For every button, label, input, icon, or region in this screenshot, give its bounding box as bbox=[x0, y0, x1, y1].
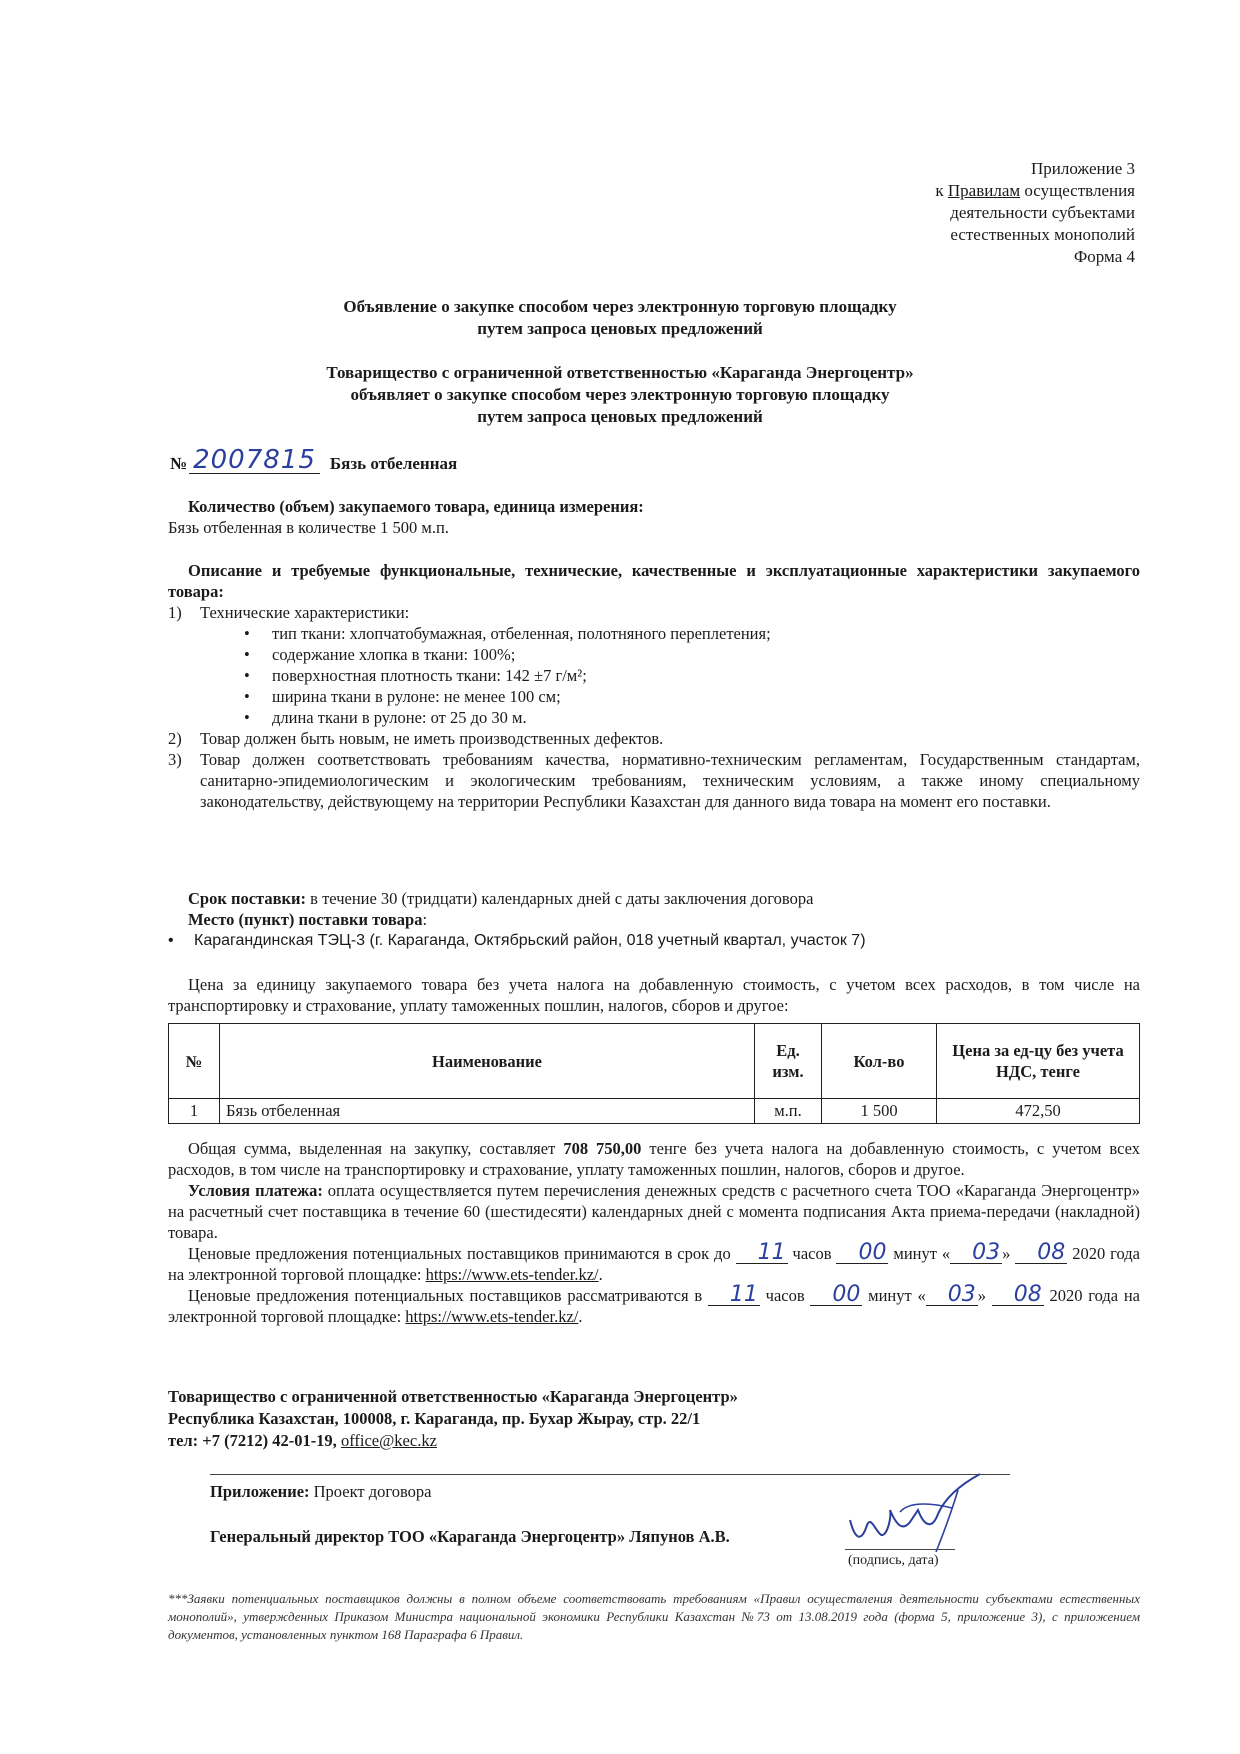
email-link[interactable]: office@kec.kz bbox=[340, 1431, 437, 1450]
organization-contacts: тел: +7 (7212) 42-01-19, office@kec.kz bbox=[168, 1431, 437, 1450]
column-header: Кол-во bbox=[822, 1024, 937, 1099]
organization-name: Товарищество с ограниченной ответственностью «Караганда Энергоцентр» bbox=[168, 1387, 738, 1406]
spec-item: • тип ткани: хлопчатобумажная, отбеленная, полотняного переплетения; bbox=[244, 623, 1140, 644]
spec-item: • длина ткани в рулоне: от 25 до 30 м. bbox=[244, 707, 1140, 728]
delivery-term: Срок поставки: в течение 30 (тридцати) календарных дней с даты заключения договора bbox=[188, 889, 814, 908]
delivery-section bbox=[168, 888, 1140, 951]
form-number: Форма 4 bbox=[1073, 247, 1135, 266]
appendix-line: Приложение 3 bbox=[1031, 159, 1135, 178]
total-amount: Общая сумма, выделенная на закупку, составляет 708 750,00 тенге без учета налога на добавленную стоимость, с учетом всех расходов, в том числе на транспортировку и страхование, уплату таможенных пошлин, налогов, сборов и другое. bbox=[168, 1139, 1141, 1179]
quantity-label: Количество (объем) закупаемого товара, единица измерения: bbox=[188, 497, 644, 516]
delivery-place-label: Место (пункт) поставки товара: bbox=[188, 910, 428, 929]
total-amount-value: 708 750,00 bbox=[563, 1139, 642, 1158]
appendix-line: естественных монополий bbox=[950, 225, 1135, 244]
appendix-header bbox=[935, 158, 1135, 268]
handwritten-month: 08 bbox=[992, 1285, 1044, 1306]
table-cell: Бязь отбеленная bbox=[220, 1099, 755, 1124]
table-cell: 1 bbox=[169, 1099, 220, 1124]
organization-block bbox=[168, 1386, 738, 1452]
list-item: 2) Товар должен быть новым, не иметь производственных дефектов. bbox=[168, 729, 664, 748]
description-label: Описание и требуемые функциональные, технические, качественные и эксплуатационные характеристики закупаемого товара: bbox=[168, 561, 1140, 601]
announcement-title: Объявление о закупке способом через электронную торговую площадку путем запроса ценовых предложений bbox=[343, 297, 897, 338]
signature-caption: (подпись, дата) bbox=[848, 1553, 939, 1568]
lot-line bbox=[170, 447, 457, 474]
spec-item: • ширина ткани в рулоне: не менее 100 см; bbox=[244, 686, 1140, 707]
ets-tender-link[interactable]: https://www.ets-tender.kz/ bbox=[425, 1265, 599, 1284]
handwritten-hour: 11 bbox=[708, 1285, 760, 1306]
rules-link[interactable]: Правилам bbox=[947, 181, 1021, 200]
table-cell: 1 500 bbox=[822, 1099, 937, 1124]
spec-list bbox=[200, 623, 1140, 728]
appendix-line: к Правилам осуществления bbox=[935, 181, 1135, 200]
handwritten-hour: 11 bbox=[736, 1243, 788, 1264]
payment-terms: Условия платежа: оплата осуществляется путем перечисления денежных средств с расчетного счета ТОО «Караганда Энергоцентр» на расчетный счет поставщика в течение 60 (шестидесяти) календарных дней с момента подписания Акта приема-передачи (накладной) товара. bbox=[168, 1181, 1140, 1242]
submission-deadline: Ценовые предложения потенциальных поставщиков принимаются в срок до 11 часов 00 минут « 03 » 08 2020 года на электронной торговой площадке: https://www.ets-tender.kz/. bbox=[168, 1240, 1140, 1284]
table-cell: 472,50 bbox=[937, 1099, 1140, 1124]
handwritten-day: 03 bbox=[950, 1243, 1002, 1264]
description-section bbox=[168, 560, 1140, 812]
attachment-note: Приложение: Проект договора bbox=[210, 1482, 432, 1501]
column-header: Ед. изм. bbox=[755, 1024, 822, 1099]
list-item: 3) Товар должен соответствовать требованиям качества, нормативно-техническим регламентам, Государственным стандартам, санитарно-эпидемиологическим и экологическим требованиям, техническим условиям, а также иному специальному законодательству, действующему на территории Республики Казахстан для данного вида товара на момент его поставки. bbox=[168, 750, 1140, 811]
spec-item: • содержание хлопка в ткани: 100%; bbox=[244, 644, 1140, 665]
quantity-value: Бязь отбеленная в количестве 1 500 м.п. bbox=[168, 518, 449, 537]
terms-section bbox=[168, 1138, 1140, 1327]
list-item: 1) Технические характеристики: • тип ткани: хлопчатобумажная, отбеленная, полотняного переплетения; • содержание хлопка в ткани: 100%; • поверхностная плотность ткани: 142 ±7 г/м²; • ширина ткани в рулоне: не менее 100 см; • длина ткани в рулоне: от 25 до 30 м. bbox=[168, 602, 1140, 728]
requirements-list bbox=[168, 602, 1140, 812]
table-cell: м.п. bbox=[755, 1099, 822, 1124]
director-line: Генеральный директор ТОО «Караганда Энергоцентр» Ляпунов А.В. bbox=[210, 1527, 730, 1546]
organization-address: Республика Казахстан, 100008, г. Караганда, пр. Бухар Жырау, стр. 22/1 bbox=[168, 1409, 701, 1428]
column-header: Цена за ед-цу без учета НДС, тенге bbox=[937, 1024, 1140, 1099]
table-header-row bbox=[169, 1024, 1140, 1099]
column-header: № bbox=[169, 1024, 220, 1099]
handwritten-month: 08 bbox=[1015, 1243, 1067, 1264]
signature-image bbox=[840, 1470, 1000, 1560]
appendix-line: деятельности субъектами bbox=[950, 203, 1135, 222]
lot-number-handwritten: 2007815 bbox=[189, 447, 320, 474]
ets-tender-link[interactable]: https://www.ets-tender.kz/ bbox=[405, 1307, 579, 1326]
price-table bbox=[168, 1023, 1140, 1124]
table-row bbox=[169, 1099, 1140, 1124]
announcement-subtitle: Товарищество с ограниченной ответственностью «Караганда Энергоцентр» объявляет о закупке способом через электронную торговую площадку путем запроса ценовых предложений bbox=[326, 363, 914, 426]
footnote: ***Заявки потенциальных поставщиков должны в полном объеме соответствовать требованиям «Правил осуществления деятельности субъектами естественных монополий», утвержденных Приказом Министра национальной экономики Республики Казахстан №73 от 13.08.2019 года (форма 5, приложение 3), с приложением документов, установленных пунктом 168 Параграфа 6 Правил. bbox=[168, 1591, 1140, 1642]
quantity-section bbox=[168, 496, 1140, 538]
lot-name: Бязь отбеленная bbox=[329, 454, 458, 473]
lot-number-sign: № bbox=[170, 454, 188, 473]
review-deadline: Ценовые предложения потенциальных поставщиков рассматриваются в 11 часов 00 минут « 03 » 08 2020 года на электронной торговой площадке: https://www.ets-tender.kz/. bbox=[168, 1282, 1141, 1326]
handwritten-day: 03 bbox=[926, 1285, 978, 1306]
price-intro: Цена за единицу закупаемого товара без учета налога на добавленную стоимость, с учетом всех расходов, в том числе на транспортировку и страхование, уплату таможенных пошлин, налогов, сборов и другое: bbox=[168, 975, 1140, 1015]
handwritten-minute: 00 bbox=[836, 1243, 888, 1264]
handwritten-minute: 00 bbox=[810, 1285, 862, 1306]
signature-line bbox=[845, 1549, 955, 1550]
spec-item: • поверхностная плотность ткани: 142 ±7 г/м²; bbox=[244, 665, 1140, 686]
column-header: Наименование bbox=[220, 1024, 755, 1099]
delivery-place: • Карагандинская ТЭЦ-3 (г. Караганда, Октябрьский район, 018 учетный квартал, участок 7) bbox=[168, 930, 1140, 951]
